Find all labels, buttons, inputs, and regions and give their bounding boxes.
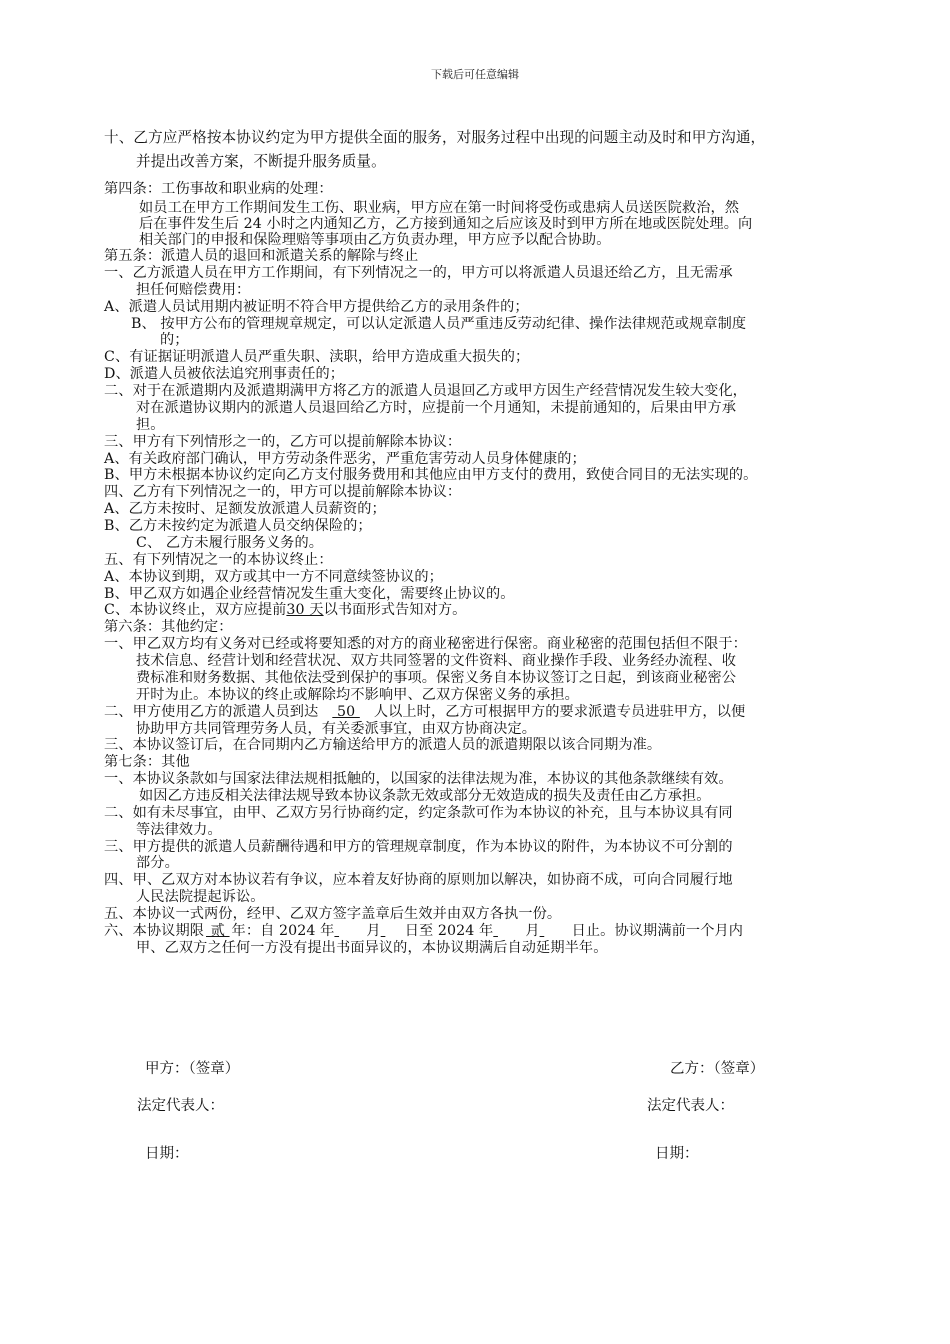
article-7-item: 二、如有未尽事宜，由甲、乙双方另行协商约定，约定条款可作为本协议的补充，且与本协议具有同 [104, 805, 733, 821]
article-4-heading: 第四条：工伤事故和职业病的处理： [104, 181, 333, 197]
article-5-item: D、派遣人员被依法追究刑事责任的； [104, 366, 345, 382]
article-5-item: C、有证据证明派遣人员严重失职、渎职，给甲方造成重大损失的； [104, 349, 530, 365]
article-5-item: A、乙方未按时、足额发放派遣人员薪资的； [104, 501, 386, 517]
text-fragment: C、本协议终止，双方应提前 [104, 602, 287, 618]
article-5-item: A、有关政府部门确认，甲方劳动条件恶劣，严重危害劳动人员身体健康的； [104, 451, 586, 467]
article-5-item: C、 乙方未履行服务义务的。 [136, 535, 324, 551]
article-5-item: B、 按甲方公布的管理规章规定，可以认定派遣人员严重违反劳动纪律、操作法律规范或规章制度 [131, 316, 747, 332]
article-7-item: 人民法院提起诉讼。 [136, 889, 265, 905]
party-b-date: 日期： [655, 1146, 699, 1162]
article-5-item: 担任何赔偿费用： [136, 282, 251, 298]
article-5-item: 五、有下列情况之一的本协议终止： [104, 552, 333, 568]
article-6-heading: 第六条：其他约定： [104, 619, 233, 635]
article-6-item: 三、本协议签订后，在合同期内乙方输送给甲方的派遣人员的派遣期限以该合同期为准。 [104, 737, 662, 753]
article-5-item: B、甲乙双方如遇企业经营情况发生重大变化，需要终止协议的。 [104, 586, 515, 602]
text-fragment: 二、甲方使用乙方的派遣人员到达 [104, 704, 319, 720]
article-6-item: 开时为止。本协议的终止或解除均不影响甲、乙双方保密义务的承担。 [136, 687, 579, 703]
blank-field [540, 922, 572, 940]
page-header: 下载后可任意编辑 [431, 68, 519, 81]
clause-10-line2: 并提出改善方案，不断提升服务质量。 [136, 153, 386, 170]
article-7-item: 四、甲、乙双方对本协议若有争议，应本着友好协商的原则加以解决，如协商不成，可向合同履行地 [104, 872, 733, 888]
term-years-value: 贰 [206, 923, 230, 939]
article-7-item: 甲、乙双方之任何一方没有提出书面异议的，本协议期满后自动延期半年。 [136, 940, 608, 956]
party-a-seal: 甲方：（签章） [145, 1061, 240, 1077]
text-fragment: 人以上时，乙方可根据甲方的要求派遣专员进驻甲方，以便 [373, 704, 746, 720]
article-5-item: 的； [160, 332, 189, 348]
text-fragment: 日至 2024 年 [404, 923, 494, 939]
text-fragment: 以书面形式告知对方。 [323, 602, 467, 618]
article-4-text: 如员工在甲方工作期间发生工伤、职业病，甲方应在第一时间将受伤或患病人员送医院救治，然 [139, 200, 740, 216]
clause-10-line1: 十、乙方应严格按本协议约定为甲方提供全面的服务，对服务过程中出现的问题主动及时和甲方沟通， [104, 129, 766, 146]
blank-field [334, 922, 366, 940]
article-5-item: B、乙方未按约定为派遣人员交纳保险的； [104, 518, 372, 534]
article-7-item [104, 922, 743, 940]
article-5-item: 四、乙方有下列情况之一的，甲方可以提前解除本协议： [104, 484, 462, 500]
text-fragment: 月 [366, 923, 381, 939]
article-7-item: 一、本协议条款如与国家法律法规相抵触的，以国家的法律法规为准，本协议的其他条款继续有效。 [104, 771, 733, 787]
text-fragment: 月 [525, 923, 540, 939]
article-5-heading: 第五条：派遣人员的退回和派遣关系的解除与终止 [104, 248, 419, 264]
headcount-value: 50 [332, 704, 360, 720]
article-7-item: 等法律效力。 [136, 822, 222, 838]
article-6-item: 费标准和财务数据、其他依法受到保护的事项。保密义务自本协议签订之日起，到该商业秘密公 [136, 670, 737, 686]
text-fragment: 六、本协议期限 [104, 923, 205, 939]
article-5-item: B、甲方未根据本协议约定向乙方支付服务费用和其他应由甲方支付的费用，致使合同目的无法实现的。 [104, 467, 758, 483]
party-a-representative: 法定代表人： [137, 1098, 224, 1114]
party-b-seal: 乙方：（签章） [670, 1061, 765, 1077]
article-5-item: 担。 [136, 417, 165, 433]
article-5-item: 对在派遣协议期内的派遣人员退回给乙方时，应提前一个月通知，未提前通知的，后果由甲方承 [136, 400, 737, 416]
article-7-item: 三、甲方提供的派遣人员薪酬待遇和甲方的管理规章制度，作为本协议的附件，为本协议不可分割的 [104, 839, 733, 855]
article-5-item [104, 601, 466, 619]
article-5-item: A、本协议到期，双方或其中一方不同意续签协议的； [104, 569, 443, 585]
party-a-date: 日期： [145, 1146, 189, 1162]
article-6-item: 一、甲乙双方均有义务对已经或将要知悉的对方的商业秘密进行保密。商业秘密的范围包括但不限于： [104, 636, 747, 652]
article-7-heading: 第七条：其他 [104, 754, 190, 770]
blank-field [381, 922, 405, 940]
article-4-text: 相关部门的申报和保险理赔等事项由乙方负责办理，甲方应予以配合协助。 [139, 232, 611, 248]
text-fragment: 日止。协议期满前一个月内 [571, 923, 744, 939]
article-4-text: 后在事件发生后 24 小时之内通知乙方，乙方接到通知之后应该及时到甲方所在地或医院处理。向 [139, 216, 753, 232]
article-5-item: A、派遣人员试用期内被证明不符合甲方提供给乙方的录用条件的； [104, 299, 529, 315]
article-5-item: 一、乙方派遣人员在甲方工作期间，有下列情况之一的，甲方可以将派遣人员退还给乙方，且无需承 [104, 265, 733, 281]
article-6-item: 技术信息、经营计划和经营状况、双方共同签署的文件资料、商业操作手段、业务经办流程、收 [136, 653, 737, 669]
blank-field [493, 922, 525, 940]
text-fragment: 年：自 2024 年 [231, 923, 335, 939]
article-6-item: 协助甲方共同管理劳务人员，有关委派事宜，由双方协商决定。 [136, 721, 537, 737]
article-5-item: 三、甲方有下列情形之一的，乙方可以提前解除本协议： [104, 434, 462, 450]
article-7-item: 部分。 [136, 855, 179, 871]
article-5-item: 二、对于在派遣期内及派遣期满甲方将乙方的派遣人员退回乙方或甲方因生产经营情况发生较大变化， [104, 383, 747, 399]
article-7-item: 五、本协议一式两份，经甲、乙双方签字盖章后生效并由双方各执一份。 [104, 906, 562, 922]
party-b-representative: 法定代表人： [647, 1098, 734, 1114]
notice-days-value: 30 天 [286, 602, 324, 618]
article-7-item: 如因乙方违反相关法律法规导致本协议条款无效或部分无效造成的损失及责任由乙方承担。 [139, 788, 711, 804]
article-6-item [104, 703, 745, 721]
